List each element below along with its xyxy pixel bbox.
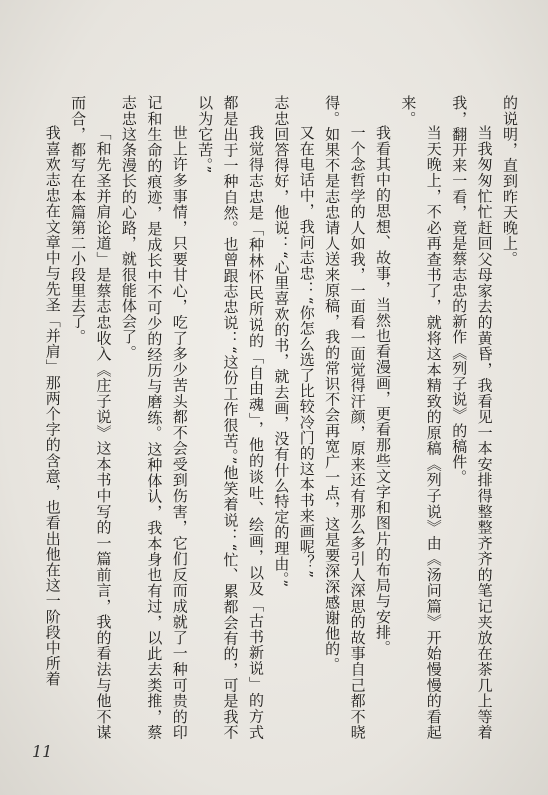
paragraph: 「和先圣并肩论道」是蔡志忠收入《庄子说》这本书中写的一篇前言，我的看法与他不谋而合，都写在本篇第二小段里去了。 xyxy=(69,95,113,740)
body-text xyxy=(22,95,522,740)
paragraph: 世上许多事情，只要甘心，吃了多少苦头都不会受到伤害，它们反而成就了一种可贵的印记和生命的痕迹，是成长中不可少的经历与磨练。这种体认，我本身也有过，以此去类推，蔡志忠这条漫长的心路，就很能体会了。 xyxy=(119,95,189,740)
paragraph: 当天晚上，不必再查书了，就将这本精致的原稿《列子说》由《汤问篇》开始慢慢的看起来。 xyxy=(399,95,443,740)
paragraph: 当我匆匆忙忙赶回父母家去的黄昏，我看见一本安排得整整齐齐的笔记夹放在茶几上等着我，翻开来一看，竟是蔡志忠的新作《列子说》的稿件。 xyxy=(450,95,494,740)
paragraph: 一个念哲学的人如我，一面看一面觉得汗颜，原来还有那么多引人深思的故事自己都不晓得。如果不是志忠请人送来原稿，我的常识不会再宽广一点，这是要深深感谢他的。 xyxy=(323,95,367,740)
paragraph: 志忠回答得好，他说：“心里喜欢的书，就去画，没有什么特定的理由。” xyxy=(272,95,291,588)
page-number: 11 xyxy=(32,742,53,761)
paragraph: 的说明，直到昨天晚上。 xyxy=(501,95,519,267)
paragraph: 我喜欢志忠在文章中与先圣「并肩」那两个字的含意，也看出他在这一阶段中所着 xyxy=(43,125,62,687)
paragraph: 又在电话中，我问志忠：“你怎么选了比较冷门的这本书来画呢？” xyxy=(297,125,316,579)
paragraph: 我觉得志忠是「种林怀民所说的「自由魂」，他的谈吐、绘画，以及「古书新说」的方式都是出于一种自然。也曾跟志忠说：“这份工作很苦。”他笑着说：“忙、累都会有的，可是我不以为它苦。” xyxy=(196,95,265,740)
paragraph: 我看其中的思想、故事，当然也看漫画，更看那些文字和图片的布局与安排。 xyxy=(373,125,392,656)
